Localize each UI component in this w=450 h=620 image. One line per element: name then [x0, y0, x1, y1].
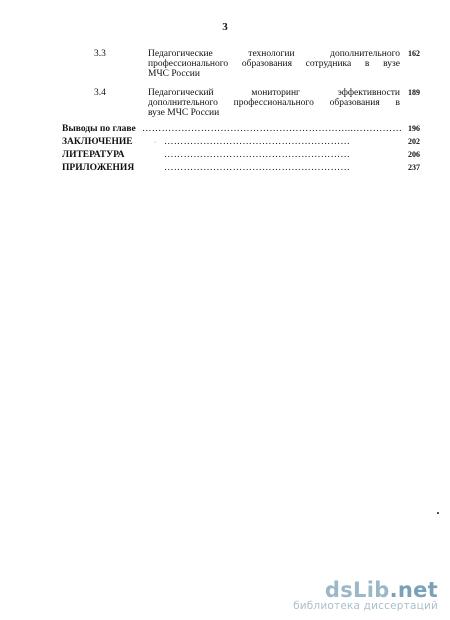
entry-mark: · — [154, 140, 156, 146]
section-title-line: МЧС России — [148, 69, 200, 79]
page-number: 3 — [222, 21, 228, 33]
section-title-line: профессионального образования сотрудника в вузе — [148, 59, 400, 69]
watermark-logo[interactable] — [293, 578, 438, 602]
section-title-line: Педагогический мониторинг эффективности — [148, 88, 400, 98]
section-number: 3.3 — [94, 49, 106, 59]
entry-page: 206 — [408, 150, 420, 159]
entry-title: ПРИЛОЖЕНИЯ — [62, 163, 135, 173]
entry-page: 237 — [408, 163, 420, 172]
entry-title: Выводы по главе — [62, 124, 136, 134]
entry-page: 196 — [408, 124, 420, 133]
section-title — [148, 49, 400, 79]
entry-leader-dots: ………………………………………………… — [164, 137, 351, 147]
section-page: 189 — [408, 88, 420, 97]
entry-leader-dots: ………………………………………………… — [164, 150, 351, 160]
watermark-logo-part1: dsLib — [324, 578, 390, 602]
watermark[interactable] — [293, 578, 438, 612]
entry-page: 202 — [408, 137, 420, 146]
scan-speck — [437, 512, 439, 514]
watermark-logo-part2: .net — [389, 578, 438, 602]
section-title — [148, 88, 400, 118]
section-title-line: вузе МЧС России — [148, 108, 220, 118]
entry-leader-dots: ………………………………………………… — [164, 163, 351, 173]
entry-leader-dots: ………………………………………………………..…………… — [142, 124, 403, 134]
entry-title: ЛИТЕРАТУРА — [62, 150, 125, 160]
watermark-subtitle: библиотека диссертаций — [293, 600, 438, 612]
section-title-line: дополнительного профессионального образования в — [148, 98, 400, 108]
entry-title: ЗАКЛЮЧЕНИЕ — [62, 137, 133, 147]
section-title-line: Педагогические технологии дополнительного — [148, 49, 400, 59]
section-page: 162 — [408, 49, 420, 58]
section-number: 3.4 — [94, 88, 106, 98]
